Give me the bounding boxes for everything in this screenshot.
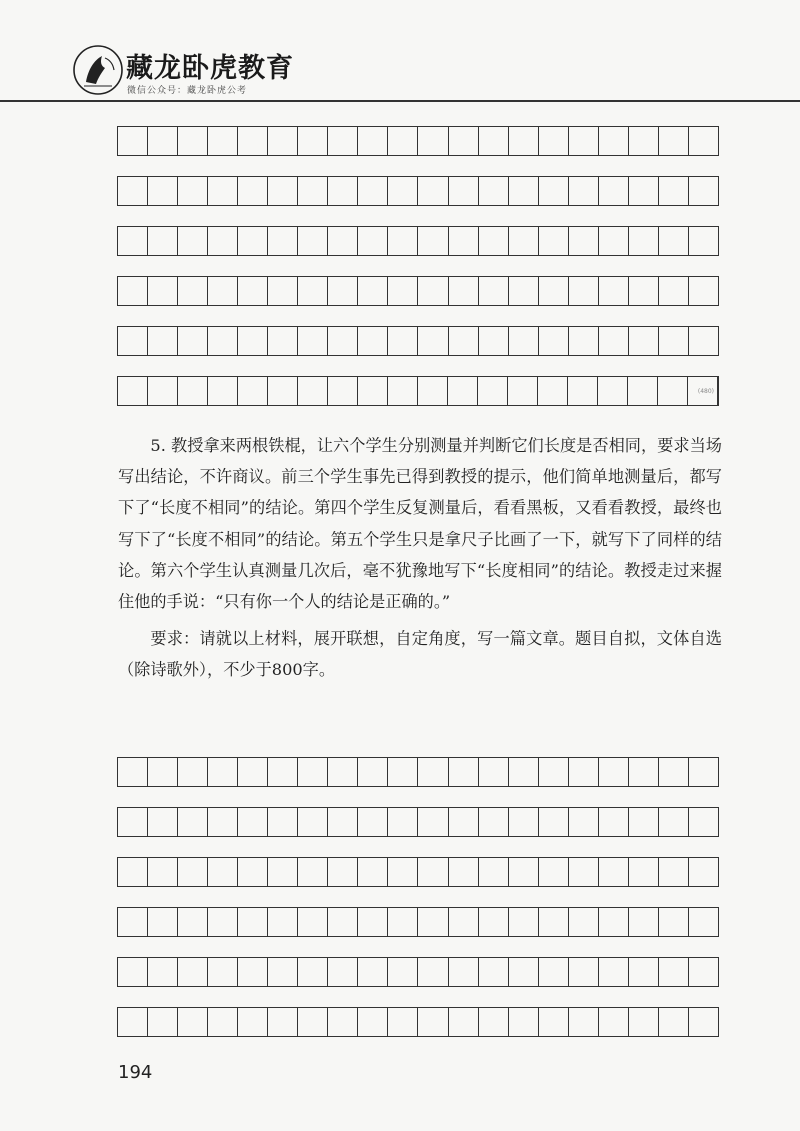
grid-cell [238,327,268,355]
grid-cell [689,327,718,355]
grid-cell [268,808,298,836]
grid-cell [509,1008,539,1036]
grid-cell [208,1008,238,1036]
grid-cell [659,958,689,986]
page-header [0,0,800,104]
grid-cell [238,858,268,886]
grid-cell [208,808,238,836]
grid-cell [479,758,509,786]
question-block [118,430,722,686]
grid-cell [569,227,599,255]
grid-cell [328,958,358,986]
grid-cell [268,177,298,205]
grid-cell [148,858,178,886]
grid-cell [508,377,538,405]
grid-cell [178,958,208,986]
grid-cell [328,758,358,786]
grid-cell [208,327,238,355]
grid-cell [118,758,148,786]
grid-cell [689,858,718,886]
grid-cell [449,177,479,205]
grid-cell [358,327,388,355]
grid-cell [208,277,238,305]
grid-cell [238,177,268,205]
grid-cell [509,177,539,205]
grid-cell [388,377,418,405]
grid-cell [118,327,148,355]
grid-cell [238,277,268,305]
grid-cell [509,277,539,305]
grid-cell [148,277,178,305]
grid-cell [148,377,178,405]
grid-cell [509,758,539,786]
grid-cell [388,177,418,205]
grid-row [117,1007,719,1037]
grid-cell [328,377,358,405]
grid-cell [569,1008,599,1036]
grid-cell [118,277,148,305]
grid-row [117,907,719,937]
grid-cell [298,858,328,886]
grid-cell [148,758,178,786]
grid-cell [148,127,178,155]
grid-cell [599,758,629,786]
grid-cell [599,958,629,986]
grid-cell [629,127,659,155]
grid-cell [298,908,328,936]
grid-cell [629,908,659,936]
grid-cell [298,327,328,355]
grid-cell [208,958,238,986]
grid-cell [178,908,208,936]
grid-cell [178,377,208,405]
grid-cell [539,908,569,936]
grid-cell [148,327,178,355]
grid-cell [599,858,629,886]
grid-cell [689,177,718,205]
grid-cell [358,908,388,936]
grid-cell [599,227,629,255]
grid-cell [479,127,509,155]
grid-cell [418,858,448,886]
grid-cell [178,277,208,305]
grid-row [117,326,719,356]
grid-cell [449,1008,479,1036]
grid-cell [238,808,268,836]
grid-cell [268,908,298,936]
grid-cell [659,1008,689,1036]
grid-cell [178,127,208,155]
grid-cell [268,958,298,986]
grid-cell [388,808,418,836]
grid-cell [629,858,659,886]
grid-cell [629,958,659,986]
grid-cell [659,908,689,936]
grid-cell [418,758,448,786]
grid-cell [178,1008,208,1036]
grid-cell [539,227,569,255]
grid-cell [118,958,148,986]
grid-cell [659,758,689,786]
grid-cell [238,127,268,155]
grid-cell [268,858,298,886]
grid-cell [148,908,178,936]
grid-cell [629,177,659,205]
grid-cell [358,808,388,836]
grid-cell [418,808,448,836]
grid-cell [568,377,598,405]
grid-cell [538,377,568,405]
grid-cell [599,1008,629,1036]
grid-cell [388,227,418,255]
grid-cell [178,808,208,836]
grid-cell [298,127,328,155]
grid-cell [629,277,659,305]
grid-cell [449,958,479,986]
grid-cell [118,227,148,255]
grid-cell [298,1008,328,1036]
writing-grid-top [117,126,719,426]
grid-cell [388,908,418,936]
grid-cell [689,1008,718,1036]
grid-cell [689,277,718,305]
grid-cell [358,227,388,255]
grid-cell [659,327,689,355]
grid-cell [208,177,238,205]
grid-cell [479,1008,509,1036]
grid-cell [599,908,629,936]
grid-cell [539,327,569,355]
grid-cell [388,127,418,155]
grid-cell [328,858,358,886]
grid-cell [268,758,298,786]
grid-cell [268,277,298,305]
grid-cell [629,327,659,355]
grid-cell [238,958,268,986]
grid-cell [449,908,479,936]
grid-cell [479,327,509,355]
grid-cell [208,858,238,886]
grid-cell [268,327,298,355]
grid-cell [358,958,388,986]
grid-cell [449,758,479,786]
brand-subtitle: 微信公众号：藏龙卧虎公考 [127,86,248,96]
grid-cell [388,758,418,786]
grid-cell [388,277,418,305]
grid-cell [629,808,659,836]
grid-cell [539,758,569,786]
grid-cell [328,808,358,836]
grid-cell [208,758,238,786]
grid-row [117,757,719,787]
grid-cell [689,958,718,986]
grid-cell [358,858,388,886]
grid-cell [659,858,689,886]
grid-cell [659,127,689,155]
grid-cell [298,958,328,986]
grid-cell [418,277,448,305]
grid-cell [569,127,599,155]
grid-cell [268,377,298,405]
grid-cell [479,958,509,986]
grid-cell [659,227,689,255]
grid-cell [118,808,148,836]
grid-cell [418,127,448,155]
grid-cell [449,127,479,155]
grid-cell [599,327,629,355]
grid-cell [689,127,718,155]
question-requirement: 要求：请就以上材料，展开联想，自定角度，写一篇文章。题目自拟，文体自选（除诗歌外），不少于800字。 [118,629,722,680]
grid-cell [569,327,599,355]
grid-cell [178,327,208,355]
grid-cell [328,327,358,355]
grid-cell [208,908,238,936]
grid-cell [298,377,328,405]
grid-row [117,226,719,256]
grid-cell [659,177,689,205]
grid-cell [178,227,208,255]
grid-cell [599,127,629,155]
grid-cell [268,127,298,155]
grid-cell [509,227,539,255]
grid-cell [178,177,208,205]
grid-cell [118,377,148,405]
grid-cell [629,758,659,786]
grid-cell [539,858,569,886]
tiger-logo-icon [72,44,124,96]
grid-cell [298,177,328,205]
grid-cell [418,1008,448,1036]
grid-row [117,857,719,887]
grid-cell [479,277,509,305]
grid-cell [298,227,328,255]
grid-cell [449,858,479,886]
grid-cell [238,758,268,786]
grid-cell [148,808,178,836]
grid-cell [599,177,629,205]
grid-cell [598,377,628,405]
grid-cell [208,227,238,255]
grid-cell [478,377,508,405]
grid-cell [569,858,599,886]
grid-cell [479,908,509,936]
grid-cell [448,377,478,405]
grid-cell [358,277,388,305]
grid-cell [539,1008,569,1036]
grid-cell [148,227,178,255]
grid-cell [178,858,208,886]
grid-cell [358,127,388,155]
grid-cell [328,127,358,155]
question-paragraph: 5. 教授拿来两根铁棍，让六个学生分别测量并判断它们长度是否相同，要求当场写出结论，不许商议。前三个学生事先已得到教授的提示，他们简单地测量后，都写下了“长度不相同”的结论。第四个学生反复测量后，看看黑板，又看看教授，最终也写下了“长度不相同”的结论。第五个学生只是拿尺子比画了一下，就写下了同样的结论。第六个学生认真测量几次后，毫不犹豫地写下“长度相同”的结论。教授走过来握住他的手说：“只有你一个人的结论是正确的。” [118,436,722,612]
grid-cell [358,377,388,405]
grid-cell [539,177,569,205]
grid-cell [629,1008,659,1036]
grid-cell [449,227,479,255]
grid-cell [328,277,358,305]
grid-cell [358,1008,388,1036]
grid-cell [599,277,629,305]
grid-cell [539,808,569,836]
grid-cell [118,177,148,205]
grid-cell [539,958,569,986]
grid-cell [388,958,418,986]
grid-cell [148,958,178,986]
grid-cell [599,808,629,836]
grid-cell [268,227,298,255]
grid-row [117,807,719,837]
brand-title: 藏龙卧虎教育 [126,53,294,84]
grid-cell [208,377,238,405]
grid-cell [658,377,688,405]
grid-cell [479,858,509,886]
grid-cell [238,227,268,255]
grid-cell [569,177,599,205]
grid-cell [629,227,659,255]
grid-cell [689,758,718,786]
grid-cell [689,227,718,255]
grid-cell [418,377,448,405]
grid-cell [509,908,539,936]
grid-cell [479,177,509,205]
grid-cell [569,808,599,836]
grid-cell [509,808,539,836]
grid-cell [118,127,148,155]
grid-cell [569,908,599,936]
grid-cell [328,908,358,936]
grid-cell [238,908,268,936]
grid-cell [479,808,509,836]
grid-row [117,376,719,406]
grid-cell [148,1008,178,1036]
word-count-mark: (480) [697,388,714,395]
grid-cell [118,858,148,886]
grid-cell [449,808,479,836]
grid-cell [569,277,599,305]
grid-cell [208,127,238,155]
grid-cell [358,177,388,205]
grid-cell [148,177,178,205]
grid-row [117,276,719,306]
grid-cell [118,908,148,936]
grid-cell [509,958,539,986]
grid-cell [418,958,448,986]
grid-cell [418,908,448,936]
grid-cell [388,327,418,355]
grid-cell [628,377,658,405]
grid-cell [449,277,479,305]
grid-cell [178,758,208,786]
grid-cell [689,808,718,836]
grid-cell [118,1008,148,1036]
grid-cell [539,127,569,155]
grid-cell [418,177,448,205]
grid-cell [569,758,599,786]
writing-grid-bottom [117,757,719,1057]
grid-cell [298,277,328,305]
grid-cell [569,958,599,986]
grid-cell [328,1008,358,1036]
grid-cell [509,127,539,155]
grid-cell [479,227,509,255]
header-divider [0,100,800,102]
grid-cell [388,858,418,886]
grid-cell [539,277,569,305]
grid-cell [659,808,689,836]
grid-row [117,957,719,987]
grid-cell [358,758,388,786]
grid-cell [418,327,448,355]
grid-cell [659,277,689,305]
grid-cell [328,177,358,205]
grid-cell [268,1008,298,1036]
grid-cell [298,808,328,836]
grid-row [117,176,719,206]
page-number: 194 [118,1062,153,1083]
grid-cell [238,377,268,405]
grid-cell [509,327,539,355]
grid-cell [388,1008,418,1036]
grid-cell [418,227,448,255]
grid-cell [449,327,479,355]
grid-cell [689,908,718,936]
grid-cell [509,858,539,886]
grid-cell [298,758,328,786]
grid-cell [328,227,358,255]
grid-cell [238,1008,268,1036]
grid-row [117,126,719,156]
